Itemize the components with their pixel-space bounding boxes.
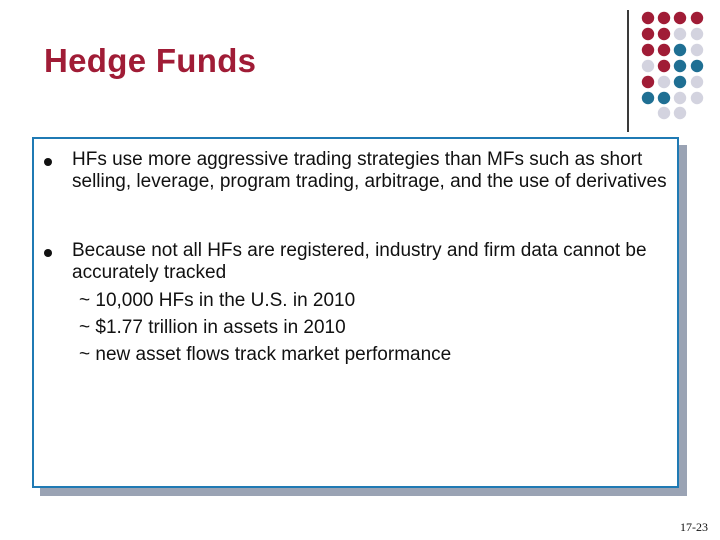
decorative-dot [642, 12, 654, 24]
decorative-dot [658, 28, 670, 40]
decorative-dot [658, 107, 670, 119]
content-frame [32, 137, 679, 488]
decorative-dot [658, 92, 670, 104]
sub-line: ~ 10,000 HFs in the U.S. in 2010 [79, 290, 356, 311]
decorative-dot [674, 12, 686, 24]
decorative-dot [642, 60, 654, 72]
decorative-dot [642, 76, 654, 88]
sub-line: ~ new asset flows track market performance [79, 344, 452, 365]
decorative-dot [658, 76, 670, 88]
decorative-dot [691, 44, 703, 56]
decorative-dot [642, 44, 654, 56]
bullet-text: Because not all HFs are registered, industry and firm data cannot be accurately tracked [72, 240, 647, 283]
slide-title: Hedge Funds [44, 42, 257, 79]
decorative-dot [691, 12, 703, 24]
decorative-dot [658, 44, 670, 56]
decorative-dot [674, 60, 686, 72]
bullet-dot-icon [44, 249, 52, 257]
decorative-dot [658, 12, 670, 24]
title-divider-line [627, 10, 629, 132]
bullet-dot-icon [44, 158, 52, 166]
decorative-dot [658, 60, 670, 72]
decorative-dot [674, 28, 686, 40]
decorative-dot [642, 92, 654, 104]
decorative-dot [674, 76, 686, 88]
decorative-dot [691, 28, 703, 40]
decorative-dot [642, 28, 654, 40]
sub-line: ~ $1.77 trillion in assets in 2010 [79, 317, 346, 338]
decorative-dot [691, 60, 703, 72]
decorative-dot [674, 44, 686, 56]
decorative-dot [691, 92, 703, 104]
decorative-dot [674, 107, 686, 119]
page-number: 17-23 [680, 520, 708, 534]
decorative-dot [691, 76, 703, 88]
bullet-text: HFs use more aggressive trading strategies than MFs such as short selling, leverage, program trading, arbitrage, and the use of derivatives [72, 149, 667, 192]
decorative-dot [674, 92, 686, 104]
